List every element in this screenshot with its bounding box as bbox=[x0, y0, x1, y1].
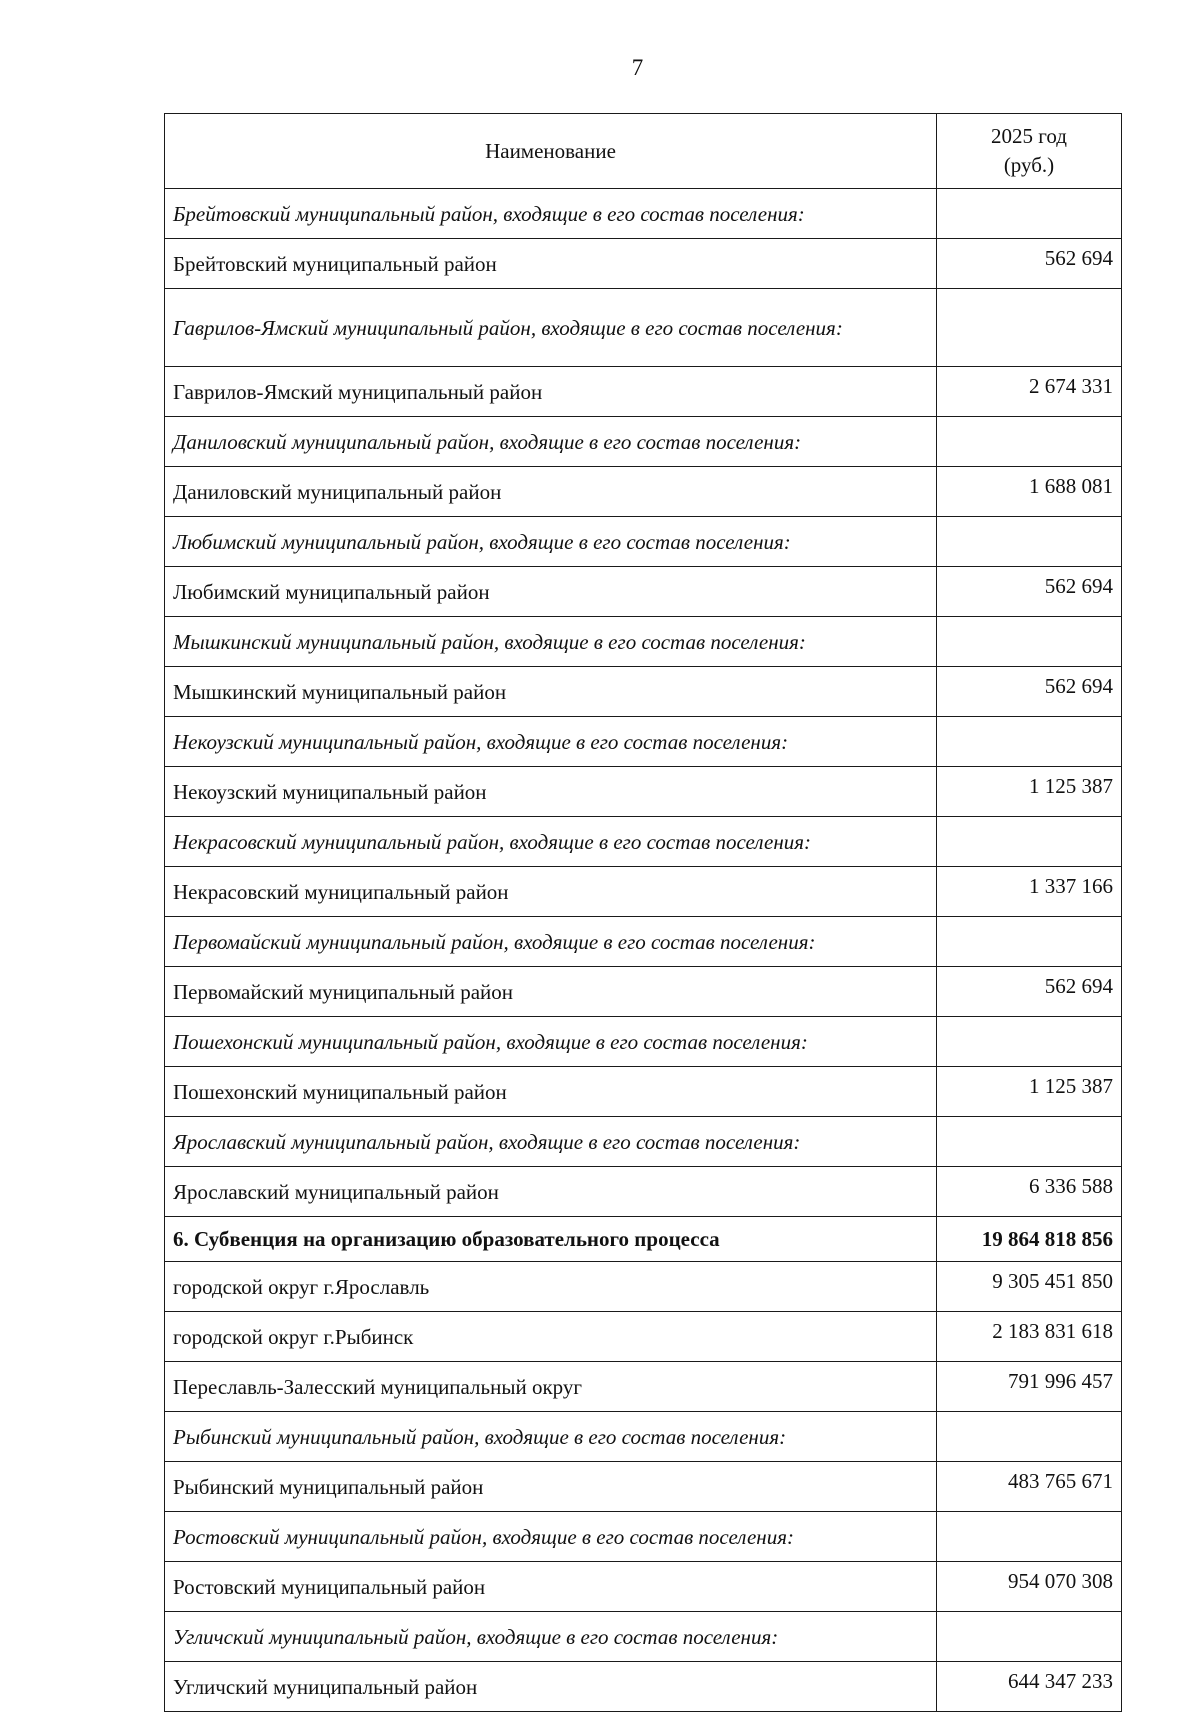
row-name: Первомайский муниципальный район, входящие в его состав поселения: bbox=[165, 917, 937, 967]
row-amount: 791 996 457 bbox=[937, 1362, 1122, 1412]
table-row bbox=[165, 1662, 1122, 1712]
row-name: Гаврилов-Ямский муниципальный район bbox=[165, 367, 937, 417]
table-row bbox=[165, 767, 1122, 817]
table-row bbox=[165, 567, 1122, 617]
row-amount: 2 674 331 bbox=[937, 367, 1122, 417]
table-row bbox=[165, 1067, 1122, 1117]
row-amount bbox=[937, 1612, 1122, 1662]
row-name: Некрасовский муниципальный район bbox=[165, 867, 937, 917]
row-amount bbox=[937, 417, 1122, 467]
group-heading-row bbox=[165, 917, 1122, 967]
table-row bbox=[165, 1167, 1122, 1217]
row-amount bbox=[937, 189, 1122, 239]
group-heading-row bbox=[165, 417, 1122, 467]
row-amount bbox=[937, 517, 1122, 567]
row-name: городской округ г.Рыбинск bbox=[165, 1312, 937, 1362]
row-name: Угличский муниципальный район, входящие в его состав поселения: bbox=[165, 1612, 937, 1662]
table-row bbox=[165, 967, 1122, 1017]
column-header-year: 2025 год bbox=[991, 124, 1067, 148]
group-heading-row bbox=[165, 189, 1122, 239]
row-amount: 1 125 387 bbox=[937, 1067, 1122, 1117]
group-heading-row bbox=[165, 1412, 1122, 1462]
group-heading-row bbox=[165, 617, 1122, 667]
table-row bbox=[165, 367, 1122, 417]
row-amount: 19 864 818 856 bbox=[937, 1217, 1122, 1262]
row-name: Гаврилов-Ямский муниципальный район, входящие в его состав поселения: bbox=[165, 289, 937, 367]
row-amount: 644 347 233 bbox=[937, 1662, 1122, 1712]
row-amount bbox=[937, 617, 1122, 667]
table-row bbox=[165, 1362, 1122, 1412]
column-header-name: Наименование bbox=[165, 114, 937, 189]
row-name: городской округ г.Ярославль bbox=[165, 1262, 937, 1312]
table-row bbox=[165, 467, 1122, 517]
row-name: Ярославский муниципальный район, входящие в его состав поселения: bbox=[165, 1117, 937, 1167]
row-amount bbox=[937, 1117, 1122, 1167]
group-heading-row bbox=[165, 1512, 1122, 1562]
row-amount bbox=[937, 717, 1122, 767]
row-amount: 562 694 bbox=[937, 667, 1122, 717]
row-amount bbox=[937, 817, 1122, 867]
row-name: Любимский муниципальный район, входящие в его состав поселения: bbox=[165, 517, 937, 567]
table-row bbox=[165, 1312, 1122, 1362]
page-number: 7 bbox=[631, 55, 644, 80]
group-heading-row bbox=[165, 717, 1122, 767]
row-name: Пошехонский муниципальный район, входящие в его состав поселения: bbox=[165, 1017, 937, 1067]
row-name: Некрасовский муниципальный район, входящие в его состав поселения: bbox=[165, 817, 937, 867]
table-row bbox=[165, 1562, 1122, 1612]
group-heading-row bbox=[165, 1017, 1122, 1067]
row-name: Любимский муниципальный район bbox=[165, 567, 937, 617]
table-row bbox=[165, 1462, 1122, 1512]
table-header-row bbox=[165, 114, 1122, 189]
row-amount: 483 765 671 bbox=[937, 1462, 1122, 1512]
row-amount bbox=[937, 1017, 1122, 1067]
row-amount: 562 694 bbox=[937, 567, 1122, 617]
table-body bbox=[165, 189, 1122, 1712]
group-heading-row bbox=[165, 1117, 1122, 1167]
row-name: Мышкинский муниципальный район bbox=[165, 667, 937, 717]
group-heading-row bbox=[165, 517, 1122, 567]
row-amount: 1 125 387 bbox=[937, 767, 1122, 817]
row-name: Рыбинский муниципальный район bbox=[165, 1462, 937, 1512]
row-name: Рыбинский муниципальный район, входящие в его состав поселения: bbox=[165, 1412, 937, 1462]
row-amount: 1 337 166 bbox=[937, 867, 1122, 917]
row-name: Брейтовский муниципальный район bbox=[165, 239, 937, 289]
table-row bbox=[165, 667, 1122, 717]
row-name: Угличский муниципальный район bbox=[165, 1662, 937, 1712]
row-name: Мышкинский муниципальный район, входящие в его состав поселения: bbox=[165, 617, 937, 667]
row-amount bbox=[937, 1412, 1122, 1462]
group-heading-row bbox=[165, 1612, 1122, 1662]
row-amount: 954 070 308 bbox=[937, 1562, 1122, 1612]
row-amount: 2 183 831 618 bbox=[937, 1312, 1122, 1362]
row-amount bbox=[937, 1512, 1122, 1562]
row-name: Некоузский муниципальный район, входящие в его состав поселения: bbox=[165, 717, 937, 767]
row-amount: 9 305 451 850 bbox=[937, 1262, 1122, 1312]
row-name: Пошехонский муниципальный район bbox=[165, 1067, 937, 1117]
table-row bbox=[165, 239, 1122, 289]
group-heading-row bbox=[165, 817, 1122, 867]
row-amount bbox=[937, 289, 1122, 367]
budget-table bbox=[164, 113, 1122, 1712]
table-row bbox=[165, 1262, 1122, 1312]
row-name: Переславль-Залесский муниципальный округ bbox=[165, 1362, 937, 1412]
row-amount: 562 694 bbox=[937, 239, 1122, 289]
row-amount: 6 336 588 bbox=[937, 1167, 1122, 1217]
table-row bbox=[165, 867, 1122, 917]
row-amount: 1 688 081 bbox=[937, 467, 1122, 517]
row-name: Даниловский муниципальный район bbox=[165, 467, 937, 517]
column-header-amount bbox=[937, 114, 1122, 189]
row-name: 6. Субвенция на организацию образовательного процесса bbox=[165, 1217, 937, 1262]
row-name: Брейтовский муниципальный район, входящие в его состав поселения: bbox=[165, 189, 937, 239]
row-name: Ярославский муниципальный район bbox=[165, 1167, 937, 1217]
row-name: Некоузский муниципальный район bbox=[165, 767, 937, 817]
section-row bbox=[165, 1217, 1122, 1262]
row-name: Ростовский муниципальный район bbox=[165, 1562, 937, 1612]
row-name: Ростовский муниципальный район, входящие в его состав поселения: bbox=[165, 1512, 937, 1562]
row-amount: 562 694 bbox=[937, 967, 1122, 1017]
row-name: Первомайский муниципальный район bbox=[165, 967, 937, 1017]
row-name: Даниловский муниципальный район, входящие в его состав поселения: bbox=[165, 417, 937, 467]
group-heading-row bbox=[165, 289, 1122, 367]
column-header-unit: (руб.) bbox=[1003, 153, 1055, 177]
row-amount bbox=[937, 917, 1122, 967]
